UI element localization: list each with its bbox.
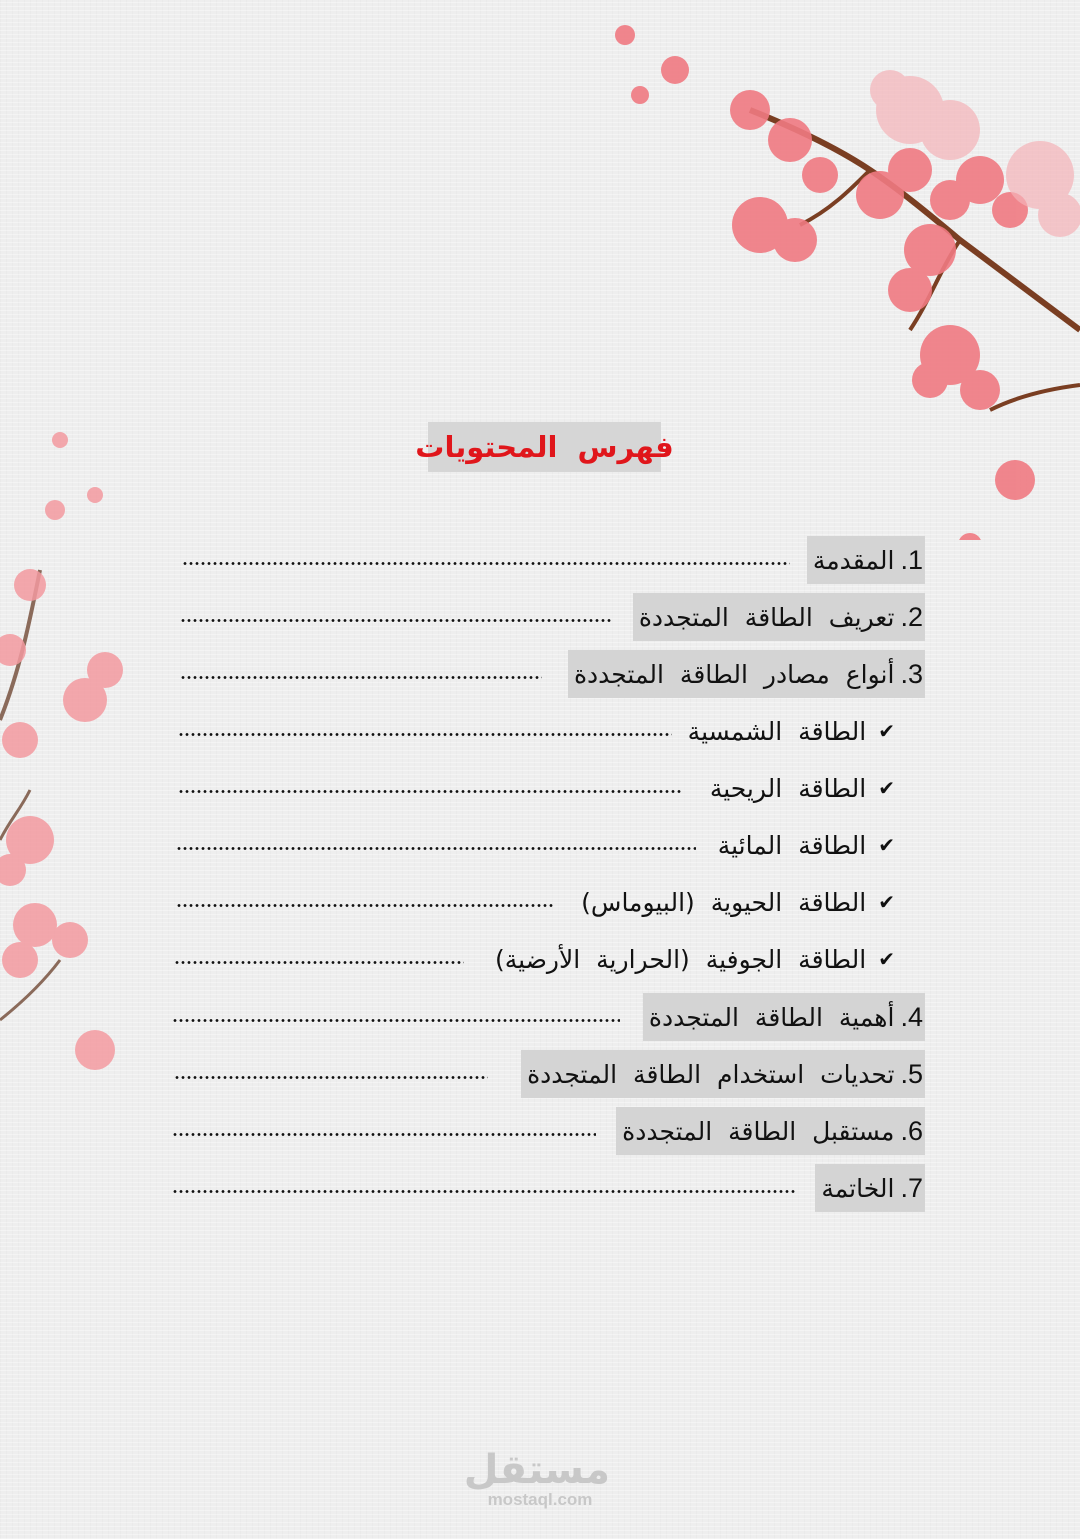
toc-item-number: 6. — [900, 1115, 923, 1146]
check-icon: ✔ — [878, 890, 895, 914]
toc-item-7 — [0, 1164, 1080, 1212]
toc-subitem-label — [688, 707, 895, 755]
toc-item-text: المقدمة — [812, 545, 895, 575]
toc-item-label — [521, 1050, 925, 1098]
toc-item-number: 3. — [900, 658, 923, 689]
toc-item-label — [807, 536, 925, 584]
check-icon: ✔ — [878, 833, 895, 857]
toc-item-4 — [0, 993, 1080, 1041]
toc-subitem-text: الطاقة الحيوية (البيوماس) — [581, 887, 867, 917]
toc-subitem-solar — [0, 707, 1080, 755]
watermark-arabic: مستقل — [463, 1447, 610, 1493]
toc-subitem-text: الطاقة الشمسية — [687, 716, 867, 746]
toc-item-number: 7. — [900, 1172, 923, 1203]
leader-dots — [172, 1190, 796, 1193]
leader-dots — [172, 1133, 596, 1136]
leader-dots — [172, 1019, 620, 1022]
toc-item-label — [568, 650, 925, 698]
toc-item-3 — [0, 650, 1080, 698]
toc-item-label — [633, 593, 925, 641]
toc-item-label — [643, 993, 925, 1041]
check-icon: ✔ — [878, 719, 895, 743]
watermark — [463, 1447, 610, 1509]
toc-subitem-label — [710, 764, 895, 812]
check-icon: ✔ — [878, 776, 895, 800]
leader-dots — [182, 562, 790, 565]
watermark-latin: mostaql.com — [487, 1490, 593, 1509]
toc-item-text: أهمية الطاقة المتجددة — [648, 1002, 895, 1032]
leader-dots — [174, 961, 464, 964]
toc-item-6 — [0, 1107, 1080, 1155]
toc-item-text: الخاتمة — [821, 1173, 895, 1203]
toc-item-number: 1. — [900, 544, 923, 575]
toc-item-number: 4. — [900, 1001, 923, 1032]
toc-item-text: تعريف الطاقة المتجددة — [638, 602, 895, 632]
toc-title: فهرس المحتويات — [415, 430, 674, 464]
toc-subitem-label — [581, 878, 895, 926]
toc-subitem-text: الطاقة الجوفية (الحرارية الأرضية) — [495, 944, 867, 974]
leader-dots — [174, 1076, 488, 1079]
toc-item-number: 2. — [900, 601, 923, 632]
leader-dots — [176, 904, 554, 907]
toc-item-label — [616, 1107, 925, 1155]
leader-dots — [176, 847, 696, 850]
toc-subitem-wind — [0, 764, 1080, 812]
toc-subitem-text: الطاقة المائية — [717, 830, 867, 860]
toc-subitem-label — [495, 935, 895, 983]
toc-item-number: 5. — [900, 1058, 923, 1089]
toc-title-box — [415, 422, 674, 472]
toc-item-label — [815, 1164, 925, 1212]
toc-item-1 — [0, 536, 1080, 584]
toc-subitem-hydro — [0, 821, 1080, 869]
toc-item-text: تحديات استخدام الطاقة المتجددة — [527, 1059, 895, 1089]
leader-dots — [178, 733, 672, 736]
toc-subitem-label — [718, 821, 895, 869]
toc-item-text: أنواع مصادر الطاقة المتجددة — [573, 659, 895, 689]
toc-item-5 — [0, 1050, 1080, 1098]
check-icon: ✔ — [878, 947, 895, 971]
leader-dots — [180, 619, 612, 622]
toc-subitem-geothermal — [0, 935, 1080, 983]
toc-item-text: مستقبل الطاقة المتجددة — [622, 1116, 895, 1146]
toc-item-2 — [0, 593, 1080, 641]
leader-dots — [180, 676, 542, 679]
toc-subitem-text: الطاقة الريحية — [709, 773, 867, 803]
toc-subitem-biomass — [0, 878, 1080, 926]
leader-dots — [178, 790, 682, 793]
